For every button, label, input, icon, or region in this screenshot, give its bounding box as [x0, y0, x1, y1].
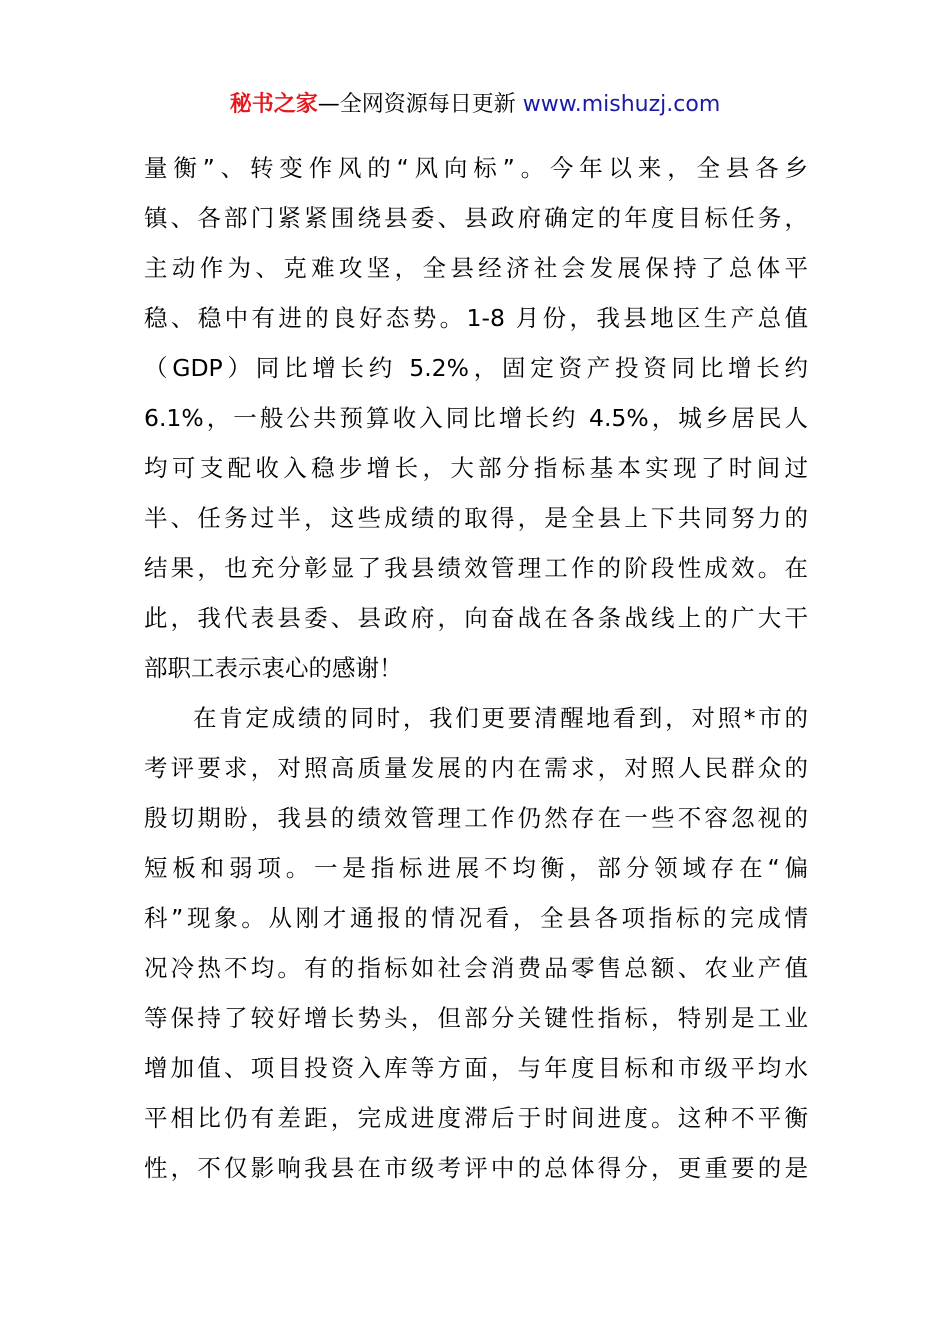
text-line: 均可支配收入稳步增长，大部分指标基本实现了时间过 [144, 454, 808, 482]
paragraph-start-line: 在肯定成绩的同时，我们更要清醒地看到，对照*市的 [193, 704, 808, 732]
text-line: 6.1%，一般公共预算收入同比增长约 4.5%，城乡居民人 [144, 404, 808, 432]
text-line: 平相比仍有差距，完成进度滞后于时间进度。这种不平衡 [144, 1104, 808, 1132]
text-line: 殷切期盼，我县的绩效管理工作仍然存在一些不容忽视的 [144, 804, 808, 832]
text-line: 短板和弱项。一是指标进展不均衡，部分领域存在“偏 [144, 854, 808, 882]
document-body [144, 143, 808, 1193]
text-line: 科”现象。从刚才通报的情况看，全县各项指标的完成情 [144, 904, 808, 932]
text-line: 考评要求，对照高质量发展的内在需求，对照人民群众的 [144, 754, 808, 782]
text-line: 半、任务过半，这些成绩的取得，是全县上下共同努力的 [144, 504, 808, 532]
site-brand: 秘书之家 [229, 92, 318, 117]
text-line: （GDP）同比增长约 5.2%，固定资产投资同比增长约 [144, 354, 808, 382]
text-line: 此，我代表县委、县政府，向奋战在各条战线上的广大干 [144, 604, 808, 632]
site-tagline: —全网资源每日更新 [317, 92, 523, 117]
text-line: 结果，也充分彰显了我县绩效管理工作的阶段性成效。在 [144, 554, 808, 582]
text-line: 增加值、项目投资入库等方面，与年度目标和市级平均水 [144, 1054, 808, 1082]
text-line: 量衡”、转变作风的“风向标”。今年以来，全县各乡 [144, 154, 808, 182]
text-line: 等保持了较好增长势头，但部分关键性指标，特别是工业 [144, 1004, 808, 1032]
paragraph-end-line: 部职工表示衷心的感谢！ [144, 654, 403, 682]
site-header [0, 88, 950, 122]
text-line: 性，不仅影响我县在市级考评中的总体得分，更重要的是 [144, 1154, 808, 1182]
text-line: 稳、稳中有进的良好态势。1-8 月份，我县地区生产总值 [144, 304, 808, 332]
text-line: 镇、各部门紧紧围绕县委、县政府确定的年度目标任务， [144, 204, 808, 232]
text-line: 况冷热不均。有的指标如社会消费品零售总额、农业产值 [144, 954, 808, 982]
text-line: 主动作为、克难攻坚，全县经济社会发展保持了总体平 [144, 254, 808, 282]
site-url-link[interactable]: www.mishuzj.com [522, 92, 721, 117]
